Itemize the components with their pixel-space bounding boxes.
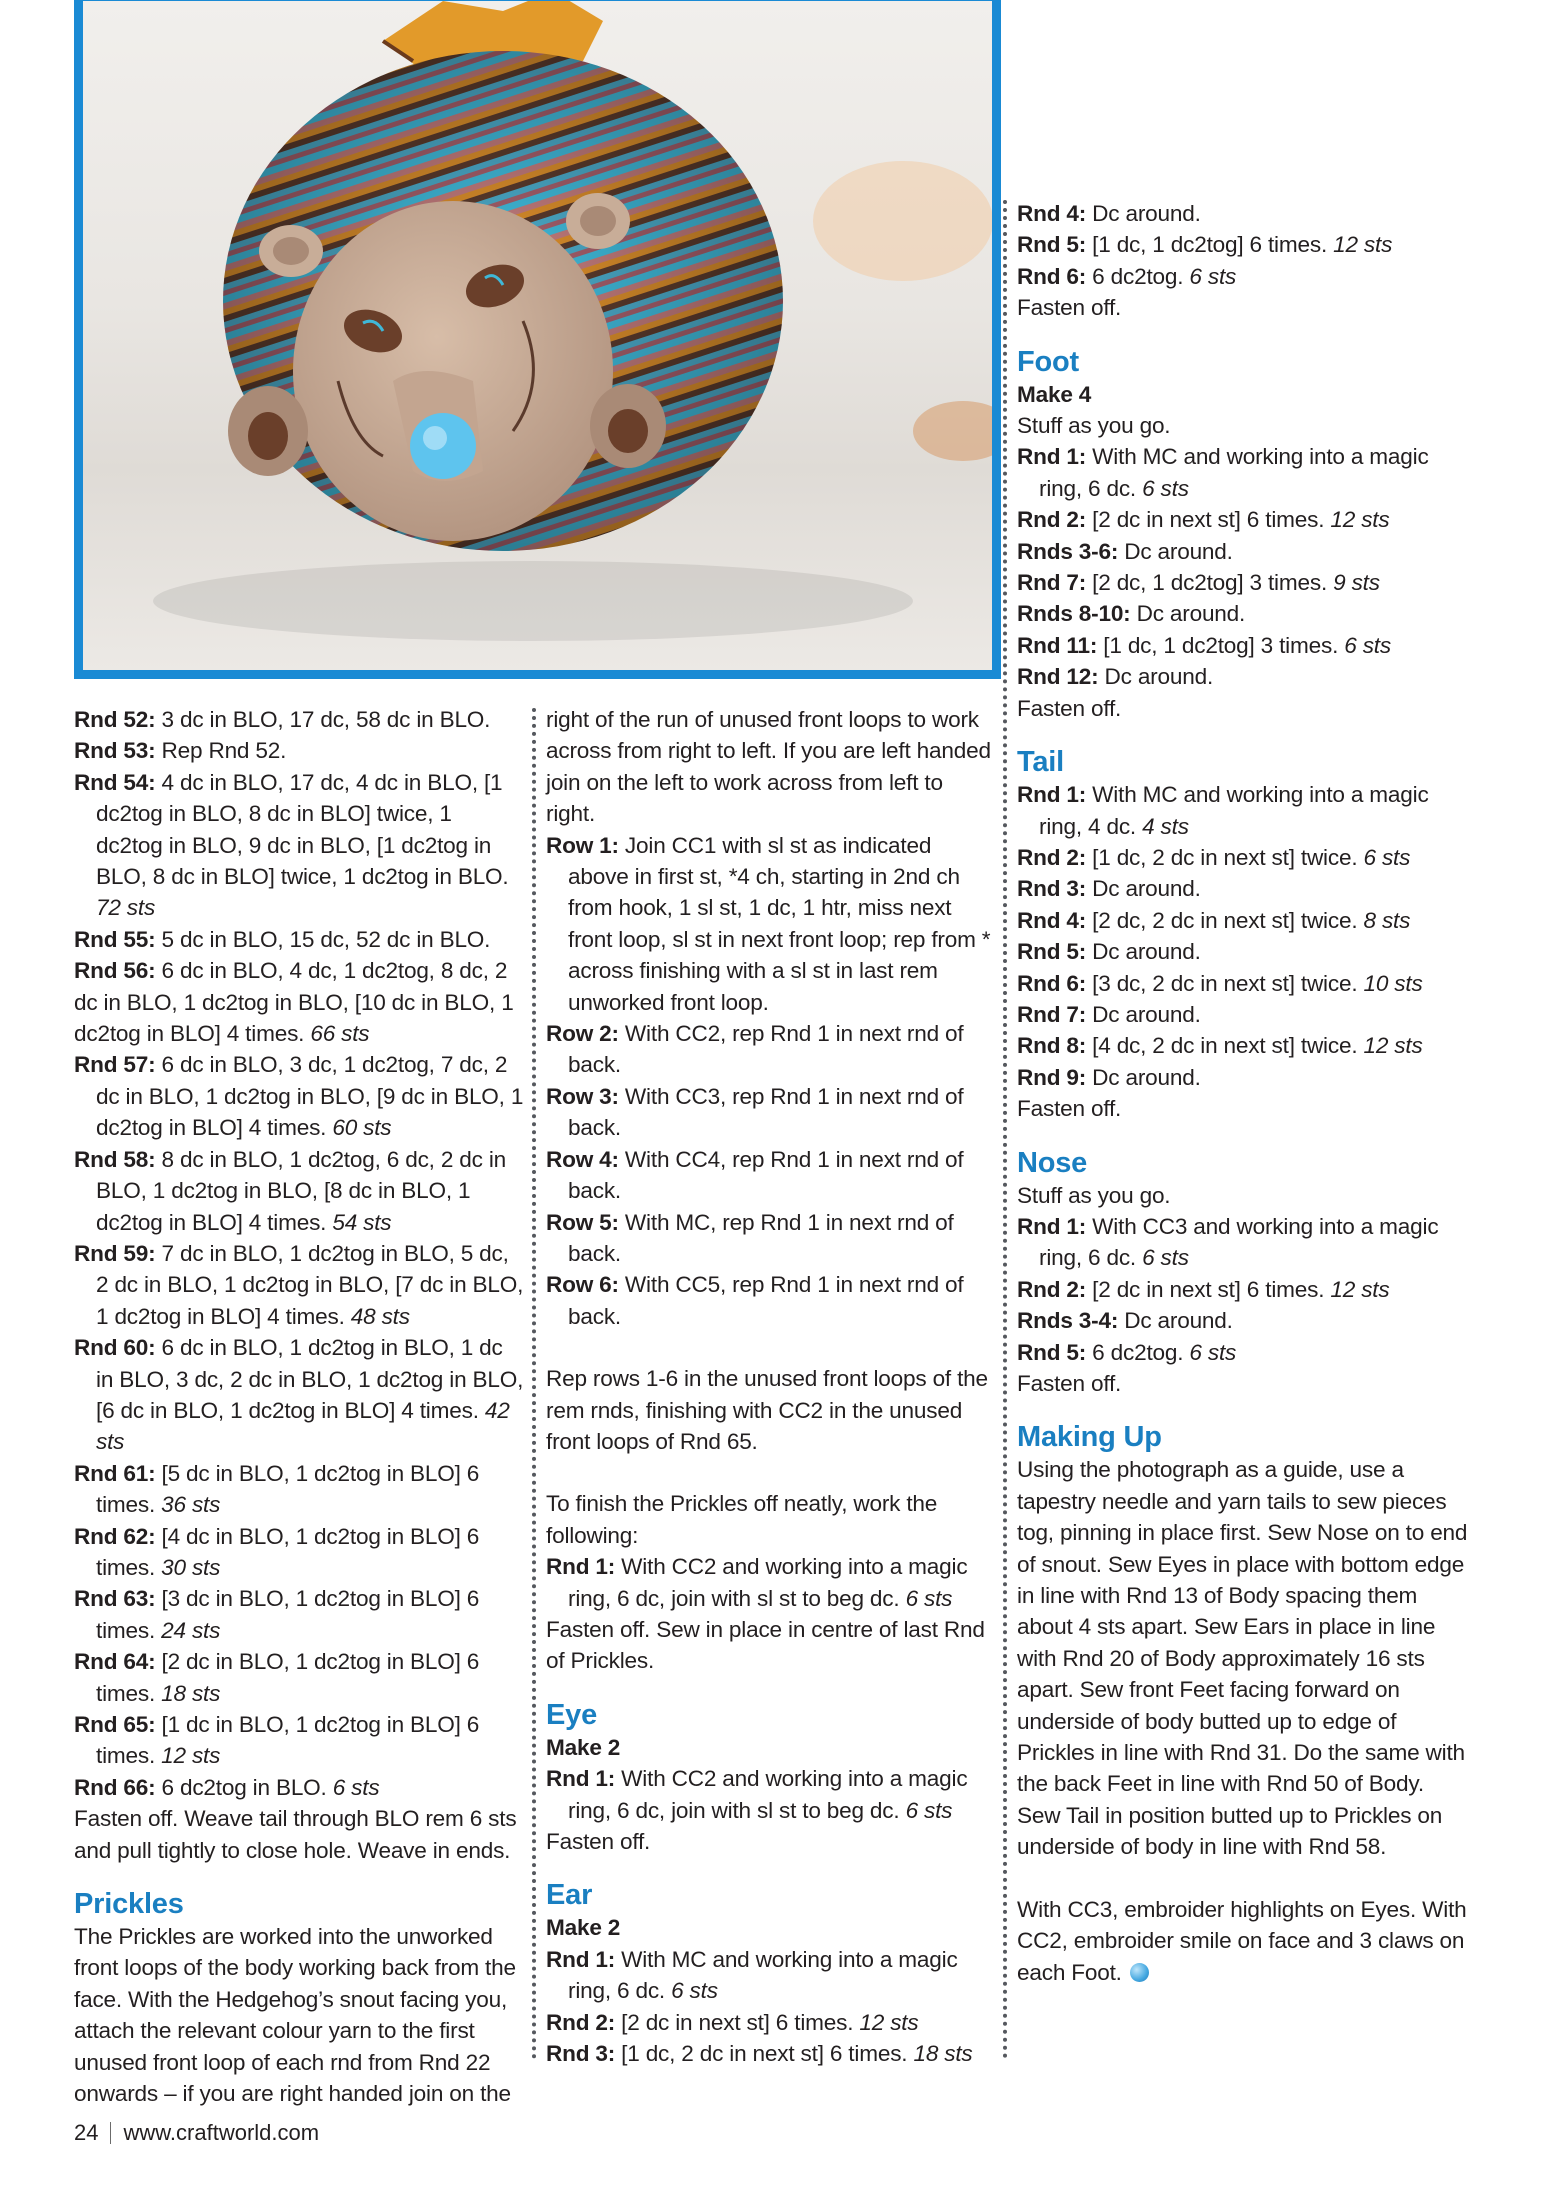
pattern-instruction <box>1017 873 1473 904</box>
instruction-body: Rep Rnd 52. <box>155 738 287 764</box>
instruction-body: Dc around. <box>1086 201 1201 226</box>
round-label: Rnd 12: <box>1017 664 1099 690</box>
round-label: Rnd 3: <box>546 2041 616 2067</box>
round-label: Rnd 2: <box>1017 1276 1087 1302</box>
round-label: Rnd 53: <box>74 738 156 764</box>
instruction-text <box>74 1803 524 1866</box>
instruction-body: 4 dc in BLO, 17 dc, 4 dc in BLO, [1 dc2tog in BLO, 8 dc in BLO] twice, 1 dc2tog in BLO, 9 dc in BLO, [1 dc2tog in BLO, 8 dc in BLO] twice, 1 dc2tog in BLO. <box>96 769 509 890</box>
instruction-text <box>546 1826 996 1857</box>
instruction-body: [4 dc, 2 dc in next st] twice. <box>1086 1033 1364 1059</box>
instruction-body: 6 dc in BLO, 4 dc, 1 dc2tog, 8 dc, 2 dc in BLO, 1 dc2tog in BLO, [10 dc in BLO, 1 dc2tog in BLO] 4 times. <box>74 958 514 1047</box>
pattern-instruction <box>546 1763 996 1826</box>
stitch-count: 6 sts <box>1142 1245 1189 1271</box>
instruction-body: With CC3 and working into a magic ring, 6 dc. <box>1039 1213 1439 1271</box>
instruction-body: Dc around. <box>1130 601 1246 627</box>
yarn-ball-end-icon <box>1130 1963 1149 1982</box>
pattern-instruction <box>74 704 524 735</box>
instruction-body: With MC and working into a magic ring, 6 dc. <box>568 1946 958 2004</box>
instruction-body: 8 dc in BLO, 1 dc2tog, 6 dc, 2 dc in BLO, 1 dc2tog in BLO, [8 dc in BLO, 1 dc2tog in BLO] 4 times. <box>96 1146 507 1235</box>
stitch-count: 6 sts <box>1142 475 1189 501</box>
instruction-body: Dc around. <box>1118 538 1233 564</box>
round-label: Rnds 8-10: <box>1017 601 1131 627</box>
stitch-count: 30 sts <box>161 1554 221 1580</box>
instruction-text <box>1017 1368 1473 1399</box>
stitch-count: 10 sts <box>1363 970 1423 996</box>
pattern-instruction <box>74 1709 524 1772</box>
pattern-instruction <box>546 830 996 1018</box>
instruction-body: Rep rows 1-6 in the unused front loops of the rem rnds, finishing with CC2 in the unused front loops of Rnd 65. <box>546 1366 988 1454</box>
stitch-count: 18 sts <box>913 2041 973 2067</box>
round-label: Rnd 6: <box>1017 970 1087 996</box>
round-label: Row 4: <box>546 1146 619 1172</box>
stitch-count: 6 sts <box>905 1797 953 1823</box>
instruction-body: Fasten off. <box>1017 1096 1122 1122</box>
instruction-body: Fasten off. <box>1017 1371 1122 1396</box>
instruction-body: 7 dc in BLO, 1 dc2tog in BLO, 5 dc, 2 dc in BLO, 1 dc2tog in BLO, [7 dc in BLO, 1 dc2tog in BLO] 4 times. <box>96 1240 524 1329</box>
stitch-count: 60 sts <box>332 1115 392 1141</box>
column-1 <box>74 704 524 2109</box>
section-heading: Eye <box>546 1698 597 1731</box>
instruction-body: Using the photograph as a guide, use a tapestry needle and yarn tails to sew pieces tog, pinning in place first. Sew Nose on to end of snout. Sew Eyes in place with bottom edge in line with Rnd 13 of Body spacing them about 4 sts apart. Sew Ears in place in line with Rnd 20 of Body approximately 16 sts apart. Sew front Feet facing forward on underside of body butted up to edge of Prickles in line with Rnd 31. Do the same with the back Feet in line with Rnd 50 of Body. Sew Tail in position butted up to Prickles on underside of body in line with Rnd 58. <box>1017 1457 1468 1860</box>
instruction-body: [3 dc in BLO, 1 dc2tog in BLO] 6 times. <box>96 1586 480 1643</box>
instruction-body: [1 dc in BLO, 1 dc2tog in BLO] 6 times. <box>96 1712 480 1769</box>
instruction-text <box>546 1614 996 1677</box>
round-label: Rnd 58: <box>74 1146 156 1172</box>
round-label: Rnd 4: <box>1017 201 1087 226</box>
pattern-instruction <box>1017 1211 1473 1274</box>
round-label: Row 2: <box>546 1021 619 1047</box>
make-count: Make 2 <box>546 1734 621 1760</box>
instruction-body: Join CC1 with sl st as indicated above in first st, *4 ch, starting in 2nd ch from hook, 1 sl st, 1 dc, 1 htr, miss next front loop, sl st in next front loop; rep from * across finishing with a sl st in last rem unworked front loop. <box>568 832 991 1015</box>
instruction-body: Fasten off. <box>1017 295 1122 321</box>
round-label: Rnd 66: <box>74 1774 156 1800</box>
instruction-body: [2 dc, 1 dc2tog] 3 times. <box>1086 570 1334 596</box>
instruction-body: [2 dc in next st] 6 times. <box>1086 507 1331 533</box>
stitch-count: 12 sts <box>161 1743 221 1769</box>
instruction-text <box>1017 1454 1473 1862</box>
stitch-count: 12 sts <box>1333 232 1393 258</box>
instruction-body: Fasten off. Weave tail through BLO rem 6 sts and pull tightly to close hole. Weave in ends. <box>74 1806 517 1863</box>
round-label: Row 3: <box>546 1083 619 1109</box>
stitch-count: 6 sts <box>332 1774 380 1800</box>
pattern-instruction <box>1017 261 1473 292</box>
instruction-text <box>1017 693 1473 724</box>
round-label: Rnd 4: <box>1017 907 1087 933</box>
pattern-instruction <box>1017 198 1473 229</box>
stitch-count: 54 sts <box>332 1209 392 1235</box>
pattern-instruction <box>1017 661 1473 692</box>
instruction-body: 6 dc2tog. <box>1086 1339 1190 1365</box>
instruction-body: [1 dc, 2 dc in next st] twice. <box>1086 844 1364 870</box>
pattern-instruction <box>1017 1030 1473 1061</box>
instruction-body: With CC2 and working into a magic ring, 6 dc, join with sl st to beg dc. <box>568 1554 968 1611</box>
pattern-instruction <box>74 1583 524 1646</box>
pattern-instruction <box>546 1018 996 1081</box>
pattern-instruction <box>1017 1337 1473 1368</box>
instruction-body: Dc around. <box>1118 1308 1233 1334</box>
round-label: Rnd 6: <box>1017 263 1087 289</box>
instruction-body: Stuff as you go. <box>1017 1182 1171 1208</box>
stitch-count: 48 sts <box>350 1303 410 1329</box>
pattern-instruction <box>74 1049 524 1143</box>
round-label: Rnd 61: <box>74 1460 156 1486</box>
round-label: Rnd 1: <box>546 1554 616 1580</box>
instruction-text <box>1017 1894 1473 1988</box>
round-label: Row 6: <box>546 1272 619 1298</box>
section-heading: Prickles <box>74 1888 184 1921</box>
stitch-count: 72 sts <box>96 895 156 921</box>
stitch-count: 66 sts <box>310 1021 370 1047</box>
pattern-instruction <box>1017 968 1473 999</box>
pattern-instruction <box>74 955 524 1049</box>
column-divider-1 <box>532 708 536 2060</box>
instruction-body: Fasten off. <box>546 1829 651 1854</box>
instruction-body: With CC5, rep Rnd 1 in next rnd of back. <box>568 1272 964 1329</box>
pattern-instruction <box>74 1772 524 1803</box>
round-label: Rnd 52: <box>74 707 156 732</box>
pattern-instruction <box>1017 630 1473 661</box>
round-label: Row 5: <box>546 1209 619 1235</box>
round-label: Rnds 3-6: <box>1017 538 1119 564</box>
round-label: Rnd 56: <box>74 958 156 984</box>
pattern-instruction <box>74 1458 524 1521</box>
make-count: Make 4 <box>1017 381 1092 407</box>
stitch-count: 6 sts <box>1344 632 1391 658</box>
round-label: Rnd 62: <box>74 1523 156 1549</box>
website-link[interactable]: www.craftworld.com <box>123 2120 320 2145</box>
round-label: Rnd 1: <box>1017 1213 1087 1239</box>
pattern-instruction <box>1017 1305 1473 1336</box>
pattern-instruction <box>1017 936 1473 967</box>
instruction-body: With MC, rep Rnd 1 in next rnd of back. <box>568 1209 954 1266</box>
instruction-body: Stuff as you go. <box>1017 413 1171 439</box>
instruction-body: Dc around. <box>1086 939 1201 965</box>
round-label: Rnd 64: <box>74 1649 156 1675</box>
pattern-instruction <box>74 1646 524 1709</box>
stitch-count: 12 sts <box>1363 1033 1423 1059</box>
round-label: Rnd 2: <box>1017 844 1087 870</box>
pattern-instruction <box>546 1944 996 2007</box>
instruction-body: [4 dc in BLO, 1 dc2tog in BLO] 6 times. <box>96 1523 480 1580</box>
instruction-text <box>1017 410 1473 441</box>
instruction-body: [2 dc in next st] 6 times. <box>1086 1276 1331 1302</box>
instruction-text <box>1017 292 1473 323</box>
round-label: Rnd 7: <box>1017 1001 1087 1027</box>
instruction-text <box>546 704 996 830</box>
stitch-count: 42 sts <box>96 1397 510 1455</box>
pattern-instruction <box>546 1081 996 1144</box>
instruction-body: 6 dc in BLO, 1 dc2tog in BLO, 1 dc in BLO, 3 dc, 2 dc in BLO, 1 dc2tog in BLO, [6 dc in BLO, 1 dc2tog in BLO] 4 times. <box>96 1335 524 1423</box>
round-label: Rnd 1: <box>546 1766 616 1792</box>
pattern-instruction <box>74 1144 524 1238</box>
round-label: Rnd 2: <box>546 2009 616 2035</box>
hedgehog-photo <box>74 0 1001 679</box>
instruction-text <box>546 1363 996 1457</box>
instruction-text <box>74 1921 524 2109</box>
round-label: Rnd 9: <box>1017 1064 1087 1090</box>
hedgehog-illustration <box>83 1 992 670</box>
round-label: Rnd 60: <box>74 1335 156 1361</box>
round-label: Rnd 57: <box>74 1052 156 1078</box>
stitch-count: 36 sts <box>161 1492 221 1518</box>
pattern-instruction <box>74 924 524 955</box>
instruction-body: With MC and working into a magic ring, 4 dc. <box>1039 782 1429 839</box>
instruction-body: With CC4, rep Rnd 1 in next rnd of back. <box>568 1146 964 1204</box>
round-label: Rnd 5: <box>1017 1339 1087 1365</box>
section-heading: Ear <box>546 1879 593 1912</box>
instruction-text <box>1017 1093 1473 1124</box>
pattern-instruction <box>1017 1274 1473 1305</box>
pattern-instruction <box>546 1207 996 1270</box>
instruction-body: 3 dc in BLO, 17 dc, 58 dc in BLO. <box>155 707 491 732</box>
footer-divider <box>110 2122 111 2144</box>
column-3 <box>1017 198 1473 1988</box>
pattern-instruction <box>546 2038 996 2069</box>
stitch-count: 6 sts <box>671 1978 718 2004</box>
pattern-instruction <box>1017 567 1473 598</box>
instruction-body: With CC2, rep Rnd 1 in next rnd of back. <box>568 1021 964 1078</box>
pattern-instruction <box>546 1551 996 1614</box>
instruction-body: With MC and working into a magic ring, 6 dc. <box>1039 444 1429 501</box>
stitch-count: 8 sts <box>1363 907 1411 933</box>
section-heading: Making Up <box>1017 1421 1162 1454</box>
instruction-body: To finish the Prickles off neatly, work the following: <box>546 1491 938 1548</box>
instruction-body: [2 dc in BLO, 1 dc2tog in BLO] 6 times. <box>96 1649 480 1706</box>
round-label: Rnd 63: <box>74 1586 156 1612</box>
pattern-instruction <box>1017 536 1473 567</box>
pattern-instruction <box>546 2007 996 2038</box>
round-label: Rnd 54: <box>74 769 156 795</box>
instruction-body: 6 dc2tog. <box>1086 263 1190 289</box>
round-label: Rnd 8: <box>1017 1033 1087 1059</box>
section-heading: Nose <box>1017 1146 1088 1179</box>
stitch-count: 12 sts <box>859 2009 919 2035</box>
round-label: Rnd 55: <box>74 926 156 952</box>
pattern-instruction <box>1017 504 1473 535</box>
round-label: Rnd 2: <box>1017 507 1087 533</box>
instruction-body: Dc around. <box>1086 1064 1201 1090</box>
pattern-instruction <box>1017 842 1473 873</box>
stitch-count: 4 sts <box>1142 813 1189 839</box>
instruction-body: With CC2 and working into a magic ring, 6 dc, join with sl st to beg dc. <box>568 1766 968 1823</box>
paragraph-gap <box>546 1332 996 1363</box>
instruction-body: Fasten off. <box>1017 695 1122 721</box>
instruction-body: Dc around. <box>1086 876 1201 902</box>
instruction-body: [2 dc, 2 dc in next st] twice. <box>1086 907 1364 933</box>
instruction-body: Dc around. <box>1086 1001 1201 1027</box>
paragraph-gap <box>546 1457 996 1488</box>
round-label: Rnd 59: <box>74 1240 156 1266</box>
stitch-count: 12 sts <box>1330 507 1390 533</box>
page-number: 24 <box>74 2120 99 2145</box>
column-divider-2 <box>1003 200 1007 2060</box>
section-heading: Tail <box>1017 746 1065 779</box>
round-label: Rnds 3-4: <box>1017 1308 1119 1334</box>
pattern-instruction <box>74 1332 524 1458</box>
instruction-body: With CC3, rep Rnd 1 in next rnd of back. <box>568 1083 964 1141</box>
stitch-count: 24 sts <box>161 1617 221 1643</box>
round-label: Rnd 1: <box>1017 782 1087 808</box>
stitch-count: 6 sts <box>1189 1339 1237 1365</box>
instruction-body: [1 dc, 2 dc in next st] 6 times. <box>615 2041 914 2067</box>
pattern-instruction <box>546 1269 996 1332</box>
round-label: Rnd 1: <box>1017 444 1087 470</box>
instruction-text <box>546 1488 996 1551</box>
instruction-body: The Prickles are worked into the unworked front loops of the body working back from the face. With the Hedgehog’s snout facing you, attach the relevant colour yarn to the first unused front loop of each rnd from Rnd 22 onwards – if you are right handed join on the <box>74 1924 516 2107</box>
pattern-instruction <box>1017 441 1473 504</box>
pattern-instruction <box>74 1521 524 1584</box>
instruction-body: [3 dc, 2 dc in next st] twice. <box>1086 970 1364 996</box>
round-label: Rnd 5: <box>1017 939 1087 965</box>
pattern-instruction <box>1017 779 1473 842</box>
round-label: Rnd 7: <box>1017 570 1087 596</box>
round-label: Row 1: <box>546 832 619 858</box>
stitch-count: 12 sts <box>1330 1276 1390 1302</box>
instruction-body: With CC3, embroider highlights on Eyes. With CC2, embroider smile on face and 3 claws on each Foot. <box>1017 1896 1467 1985</box>
instruction-text <box>1017 1180 1473 1211</box>
round-label: Rnd 1: <box>546 1946 616 1972</box>
pattern-instruction <box>1017 598 1473 629</box>
round-label: Rnd 11: <box>1017 632 1098 658</box>
instruction-body: Fasten off. Sew in place in centre of last Rnd of Prickles. <box>546 1616 985 1674</box>
round-label: Rnd 5: <box>1017 232 1087 258</box>
stitch-count: 6 sts <box>905 1585 953 1611</box>
stitch-count: 6 sts <box>1189 263 1237 289</box>
instruction-body: [1 dc, 1 dc2tog] 6 times. <box>1086 232 1334 258</box>
pattern-instruction <box>1017 905 1473 936</box>
stitch-count: 6 sts <box>1363 844 1411 870</box>
round-label: Rnd 3: <box>1017 876 1087 902</box>
round-label: Rnd 65: <box>74 1712 156 1737</box>
make-count: Make 2 <box>546 1915 621 1941</box>
pattern-instruction <box>74 767 524 924</box>
section-heading: Foot <box>1017 345 1080 378</box>
pattern-instruction <box>1017 999 1473 1030</box>
instruction-body: right of the run of unused front loops to work across from right to left. If you are left handed join on the left to work across from left to right. <box>546 707 991 827</box>
stitch-count: 18 sts <box>161 1680 221 1706</box>
page-footer <box>74 2120 319 2146</box>
instruction-body: [1 dc, 1 dc2tog] 3 times. <box>1097 632 1345 658</box>
stitch-count: 9 sts <box>1333 570 1380 596</box>
pattern-instruction <box>1017 1062 1473 1093</box>
column-2 <box>546 704 996 2069</box>
instruction-body: 6 dc2tog in BLO. <box>155 1774 333 1800</box>
instruction-body: Dc around. <box>1098 664 1214 690</box>
pattern-instruction <box>1017 229 1473 260</box>
pattern-instruction <box>74 735 524 766</box>
instruction-body: [2 dc in next st] 6 times. <box>615 2009 860 2035</box>
pattern-instruction <box>74 1238 524 1332</box>
instruction-body: 5 dc in BLO, 15 dc, 52 dc in BLO. <box>155 926 491 952</box>
instruction-body: [5 dc in BLO, 1 dc2tog in BLO] 6 times. <box>96 1460 480 1518</box>
instruction-body: 6 dc in BLO, 3 dc, 1 dc2tog, 7 dc, 2 dc in BLO, 1 dc2tog in BLO, [9 dc in BLO, 1 dc2tog in BLO] 4 times. <box>96 1052 524 1141</box>
paragraph-gap <box>1017 1863 1473 1894</box>
pattern-instruction <box>546 1144 996 1207</box>
